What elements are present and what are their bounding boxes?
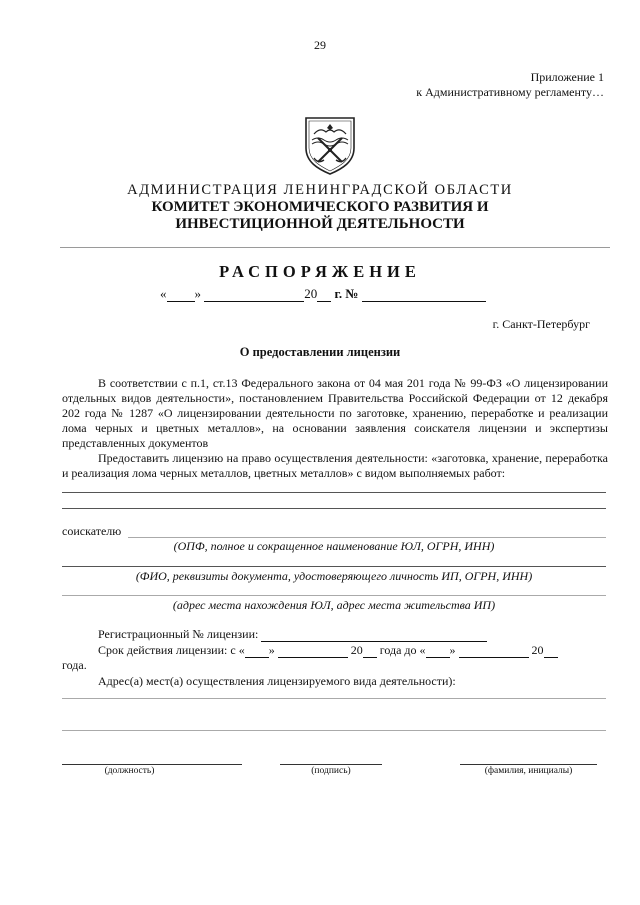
address-line xyxy=(62,595,606,596)
applicant-label: соискателю xyxy=(62,524,122,538)
date-open-quote: « xyxy=(160,286,167,301)
number-label: г. № xyxy=(334,286,359,301)
work-types-line-1 xyxy=(62,492,606,493)
day-blank xyxy=(167,287,195,302)
validity-year-from-blank xyxy=(363,643,377,658)
registration-label: Регистрационный № лицензии: xyxy=(98,627,259,641)
caption-address: (адрес места нахождения ЮЛ, адрес места жительства ИП) xyxy=(172,598,496,612)
registration-number-blank xyxy=(261,627,487,642)
committee-name-line1: КОМИТЕТ ЭКОНОМИЧЕСКОГО РАЗВИТИЯ И xyxy=(151,199,489,215)
coat-of-arms-icon xyxy=(300,114,360,176)
position-line xyxy=(62,764,242,765)
validity-day-from-blank xyxy=(245,643,269,658)
grant-text: Предоставить лицензию на право осуществления деятельности: «заготовка, хранение, переработка и реализация лома черных металлов, цветных металлов» с видом выполняемых работ: xyxy=(62,451,608,480)
administration-name: АДМИНИСТРАЦИЯ ЛЕНИНГРАДСКОЙ ОБЛАСТИ xyxy=(127,182,513,198)
validity-label: Срок действия лицензии: с « xyxy=(98,643,245,657)
validity-month-from-blank xyxy=(278,643,348,658)
header-divider xyxy=(60,247,610,248)
year-blank xyxy=(317,287,331,302)
document-title: РАСПОРЯЖЕНИЕ xyxy=(219,262,421,281)
committee-name-line2: ИНВЕСТИЦИОННОЙ ДЕЯТЕЛЬНОСТИ xyxy=(175,216,465,232)
applicant-line xyxy=(128,537,606,538)
position-caption: (должность) xyxy=(104,766,155,776)
caption-person: (ФИО, реквизиты документа, удостоверяющего личность ИП, ОГРН, ИНН) xyxy=(135,569,533,583)
registration-row xyxy=(98,627,487,642)
validity-year-tail: года. xyxy=(62,658,87,672)
month-blank xyxy=(204,287,304,302)
validity-until-label: года до « xyxy=(379,643,426,657)
document-subject: О предоставлении лицензии xyxy=(239,345,401,359)
validity-year-from: 20 xyxy=(350,643,363,657)
validity-quote-close: » xyxy=(268,643,275,657)
appendix-reference: к Административному регламенту… xyxy=(416,85,604,99)
validity-year-to: 20 xyxy=(531,643,544,657)
signature-caption: (подпись) xyxy=(311,766,351,776)
activity-address-line-2 xyxy=(62,730,606,731)
city: г. Санкт-Петербург xyxy=(492,317,590,331)
person-line xyxy=(62,566,606,567)
document-number-blank xyxy=(362,287,486,302)
preamble-text: В соответствии с п.1, ст.13 Федерального закона от 04 мая 201 года № 99-ФЗ «О лицензировании отдельных видов деятельности», постановлением Правительства Российской Федерации от 12 декабря 202 года № 1287 «О лицензировании деятельности по заготовке, хранению, переработке и реализации лома черных и цветных металлов», на основании заявления соискателя лицензии и экспертизы представленных документов xyxy=(62,376,608,450)
validity-month-to-blank xyxy=(459,643,529,658)
activity-address-line-1 xyxy=(62,698,606,699)
signature-line xyxy=(280,764,382,765)
page-number: 29 xyxy=(314,38,326,52)
year-prefix: 20 xyxy=(304,286,318,301)
activity-address-label: Адрес(а) мест(а) осуществления лицензируемого вида деятельности): xyxy=(98,674,456,688)
validity-year-to-blank xyxy=(544,643,558,658)
preamble-paragraph xyxy=(62,376,608,481)
validity-quote-close-2: » xyxy=(449,643,456,657)
appendix-title: Приложение 1 xyxy=(530,70,604,84)
name-caption: (фамилия, инициалы) xyxy=(484,766,573,776)
validity-day-to-blank xyxy=(426,643,450,658)
caption-organization: (ОПФ, полное и сокращенное наименование ЮЛ, ОГРН, ИНН) xyxy=(173,539,495,553)
date-close-quote: » xyxy=(194,286,201,301)
validity-row xyxy=(98,643,608,658)
work-types-line-2 xyxy=(62,508,606,509)
document-date-number-line xyxy=(160,286,486,302)
name-line xyxy=(460,764,597,765)
